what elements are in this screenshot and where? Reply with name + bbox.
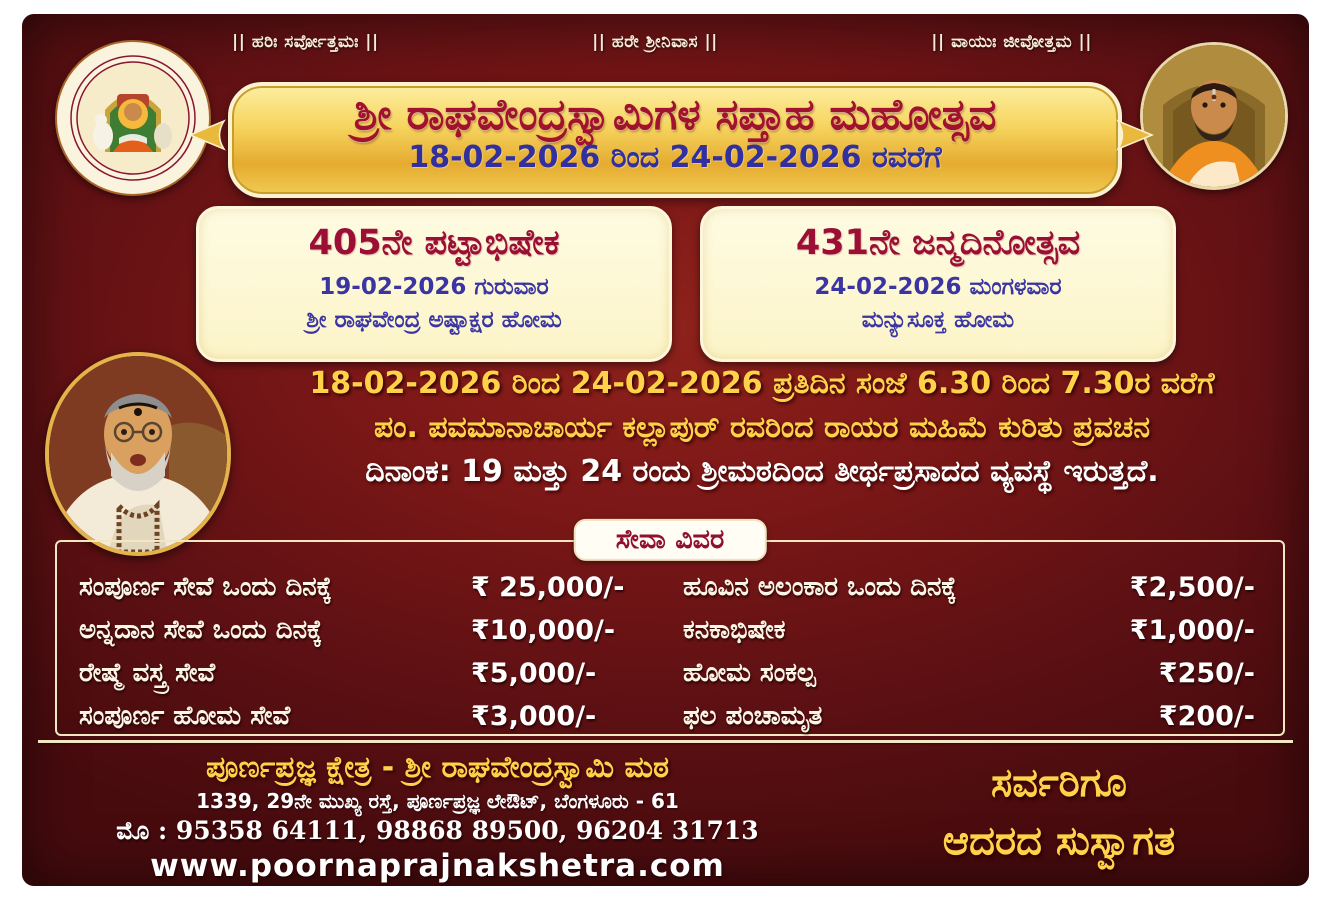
slogan-right: || ವಾಯುಃ ಜೀವೋತ್ತಮ || — [931, 32, 1092, 52]
table-row — [79, 572, 657, 603]
event-right-homa: ಮನ್ಯುಸೂಕ್ತ ಹೋಮ — [861, 307, 1015, 334]
footer-contact-block — [50, 750, 825, 884]
table-row — [683, 572, 1261, 603]
schedule-line-times: 18-02-2026 ರಿಂದ 24-02-2026 ಪ್ರತಿದಿನ ಸಂಜೆ 6.30 ರಿಂದ 7.30ರ ವರೆಗೆ — [309, 366, 1215, 401]
seva-column-left — [79, 566, 657, 738]
poster-date-range: 18-02-2026 ರಿಂದ 24-02-2026 ರವರೆಗೆ — [408, 140, 942, 176]
seva-label: ಸಂಪೂರ್ಣ ಹೋಮ ಸೇವೆ — [79, 701, 291, 731]
seva-price: ₹200/- — [1158, 701, 1255, 732]
table-row — [683, 701, 1261, 732]
schedule-line-pravachana: ಪಂ. ಪವಮಾನಾಚಾರ್ಯ ಕಲ್ಲಾಪುರ್ ರವರಿಂದ ರಾಯರ ಮಹಿಮೆ ಕುರಿತು ಪ್ರವಚನ — [373, 410, 1151, 445]
seva-label: ಸಂಪೂರ್ಣ ಸೇವೆ ಒಂದು ದಿನಕ್ಕೆ — [79, 572, 332, 602]
table-row — [79, 701, 657, 732]
welcome-line-1: ಸರ್ವರಿಗೂ — [991, 760, 1127, 806]
seva-price: ₹ 25,000/- — [471, 572, 625, 603]
seva-price: ₹3,000/- — [471, 701, 597, 732]
seva-price: ₹10,000/- — [471, 615, 616, 646]
seva-price: ₹5,000/- — [471, 658, 597, 689]
table-row — [79, 615, 657, 646]
gold-flourish-right-icon — [1116, 118, 1154, 152]
seva-column-right — [683, 566, 1261, 738]
seva-label: ಅನ್ನದಾನ ಸೇವೆ ಒಂದು ದಿನಕ್ಕೆ — [79, 615, 323, 645]
event-right-date: 24-02-2026 ಮಂಗಳವಾರ — [814, 274, 1062, 300]
seva-label: ಫಲ ಪಂಚಾಮೃತ — [683, 701, 823, 731]
slogan-center: || ಹರೇ ಶ್ರೀನಿವಾಸ || — [592, 32, 718, 52]
poster-card — [22, 14, 1309, 886]
seva-heading: ಸೇವಾ ವಿವರ — [574, 519, 767, 561]
seva-label: ರೇಷ್ಮೆ ವಸ್ತ್ರ ಸೇವೆ — [79, 658, 216, 688]
swami-portrait-illustration — [1143, 45, 1285, 187]
seva-price: ₹1,000/- — [1129, 615, 1255, 646]
table-row — [683, 658, 1261, 689]
seva-label: ಹೂವಿನ ಅಲಂಕಾರ ಒಂದು ದಿನಕ್ಕೆ — [683, 572, 957, 602]
event-left-title: 405ನೇ ಪಟ್ಟಾಭಿಷೇಕ — [308, 223, 560, 263]
speaker-portrait-photo — [45, 352, 231, 556]
slogan-row — [232, 32, 1092, 52]
event-left-date: 19-02-2026 ಗುರುವಾರ — [319, 274, 549, 300]
welcome-line-2: ಆದರದ ಸುಸ್ವಾಗತ — [942, 818, 1176, 864]
schedule-line-theertha: ದಿನಾಂಕ: 19 ಮತ್ತು 24 ರಂದು ಶ್ರೀಮಠದಿಂದ ತೀರ್ಥಪ್ರಸಾದದ ವ್ಯವಸ್ಥೆ ಇರುತ್ತದೆ. — [365, 454, 1159, 489]
welcome-block — [834, 760, 1284, 864]
website-url: www.poornaprajnakshetra.com — [150, 848, 725, 884]
address-line: 1339, 29ನೇ ಮುಖ್ಯ ರಸ್ತೆ, ಪೂರ್ಣಪ್ರಜ್ಞ ಲೇಔಟ್, ಬೆಂಗಳೂರು - 61 — [196, 789, 679, 813]
event-box-janmadinotsava — [700, 206, 1176, 362]
organization-name: ಪೂರ್ಣಪ್ರಜ್ಞ ಕ್ಷೇತ್ರ - ಶ್ರೀ ರಾಘವೇಂದ್ರಸ್ವಾಮಿ ಮಠ — [206, 750, 669, 785]
seva-label: ಕನಕಾಭಿಷೇಕ — [683, 615, 786, 645]
table-row — [79, 658, 657, 689]
slogan-left: || ಹರಿಃ ಸರ್ವೋತ್ತಮಃ || — [232, 32, 379, 52]
footer-divider — [38, 740, 1293, 743]
title-ribbon — [228, 82, 1122, 198]
poster-title: ಶ್ರೀ ರಾಘವೇಂದ್ರಸ್ವಾಮಿಗಳ ಸಪ್ತಾಹ ಮಹೋತ್ಸವ — [353, 90, 997, 140]
seva-price: ₹2,500/- — [1129, 572, 1255, 603]
schedule-block — [222, 366, 1302, 489]
seva-price: ₹250/- — [1158, 658, 1255, 689]
event-right-title: 431ನೇ ಜನ್ಮದಿನೋತ್ಸವ — [795, 223, 1081, 263]
seva-label: ಹೋಮ ಸಂಕಲ್ಪ — [683, 658, 816, 688]
table-row — [683, 615, 1261, 646]
event-box-pattabhisheka — [196, 206, 672, 362]
seva-table — [55, 523, 1285, 736]
phone-numbers: ಮೊ : 95358 64111, 98868 89500, 96204 31713 — [116, 816, 759, 845]
event-left-homa: ಶ್ರೀ ರಾಘವೇಂದ್ರ ಅಷ್ಟಾಕ್ಷರ ಹೋಮ — [306, 307, 562, 334]
swami-portrait-photo — [1140, 42, 1288, 190]
speaker-portrait-illustration — [49, 356, 227, 552]
gold-flourish-left-icon — [188, 118, 226, 152]
